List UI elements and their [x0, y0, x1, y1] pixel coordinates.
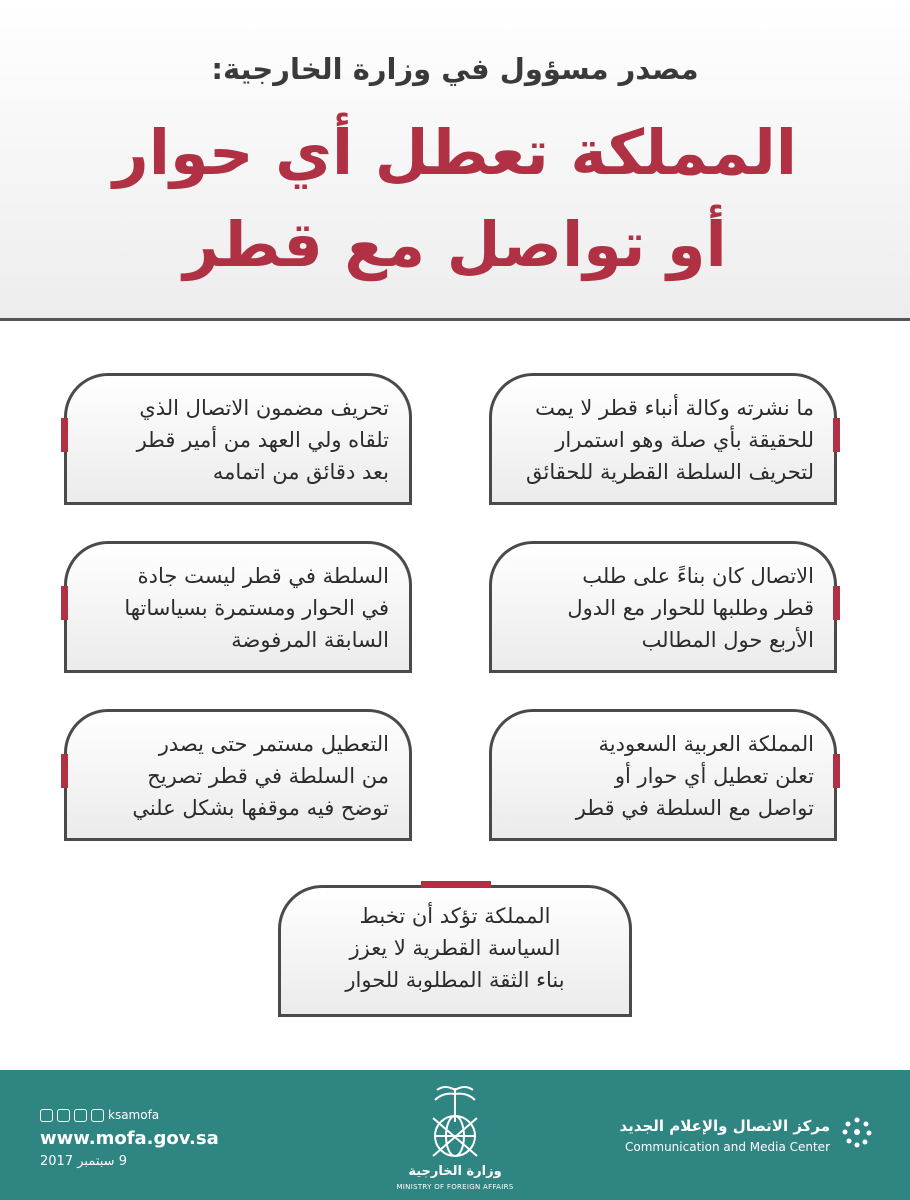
website-link[interactable]: www.mofa.gov.sa	[40, 1128, 219, 1149]
card-accent	[61, 586, 68, 620]
card-text	[291, 900, 619, 996]
card-line: لتحريف السلطة القطرية للحقائق	[526, 460, 814, 484]
headline-line-2: أو تواصل مع قطر	[183, 208, 727, 281]
card-accent	[833, 418, 840, 452]
card-right-3	[489, 709, 837, 841]
card-line: تعلن تعطيل أي حوار أو	[614, 764, 814, 788]
card-line: المملكة تؤكد أن تخبط	[359, 904, 551, 928]
card-line: من السلطة في قطر تصريح	[147, 764, 389, 788]
card-line: تلقاه ولي العهد من أمير قطر	[136, 428, 389, 452]
card-text	[85, 728, 389, 824]
card-accent	[61, 418, 68, 452]
social-handle[interactable]: ksamofa	[108, 1108, 160, 1122]
card-center	[278, 885, 632, 1017]
emblem-text-ar: وزارة الخارجية	[408, 1164, 502, 1179]
header	[0, 0, 910, 321]
date: 9 سبتمبر 2017	[40, 1154, 127, 1169]
youtube-icon[interactable]	[74, 1109, 87, 1122]
card-line: التعطيل مستمر حتى يصدر	[158, 732, 389, 756]
snapchat-icon[interactable]	[91, 1109, 104, 1122]
card-right-2	[489, 541, 837, 673]
card-text	[510, 728, 814, 824]
center-name-en: Communication and Media Center	[624, 1140, 830, 1154]
card-line: بناء الثقة المطلوبة للحوار	[345, 968, 565, 992]
card-line: السابقة المرفوضة	[231, 628, 389, 652]
card-line: الأربع حول المطالب	[641, 628, 814, 652]
card-accent	[833, 754, 840, 788]
card-text	[85, 392, 389, 488]
card-line: المملكة العربية السعودية	[598, 732, 814, 756]
card-text	[85, 560, 389, 656]
card-line: قطر وطلبها للحوار مع الدول	[567, 596, 814, 620]
ministry-emblem	[396, 1078, 514, 1196]
card-left-3	[64, 709, 412, 841]
emblem-text-en: MINISTRY OF FOREIGN AFFAIRS	[396, 1183, 514, 1191]
facebook-icon[interactable]	[57, 1109, 70, 1122]
card-line: ما نشرته وكالة أنباء قطر لا يمت	[535, 396, 814, 420]
social-row	[40, 1108, 159, 1122]
card-left-1	[64, 373, 412, 505]
footer	[0, 1070, 910, 1200]
card-line: الاتصال كان بناءً على طلب	[582, 564, 814, 588]
kicker: مصدر مسؤول في وزارة الخارجية:	[211, 52, 699, 86]
card-line: تحريف مضمون الاتصال الذي	[139, 396, 389, 420]
card-accent	[833, 586, 840, 620]
twitter-icon[interactable]	[40, 1109, 53, 1122]
card-text	[510, 392, 814, 488]
card-accent	[61, 754, 68, 788]
card-line: للحقيقة بأي صلة وهو استمرار	[555, 428, 814, 452]
media-center-logo-icon	[839, 1114, 875, 1150]
center-name-ar: مركز الاتصال والإعلام الجديد	[619, 1117, 830, 1135]
card-line: في الحوار ومستمرة بسياساتها	[124, 596, 389, 620]
card-line: توضح فيه موقفها بشكل علني	[132, 796, 389, 820]
card-left-2	[64, 541, 412, 673]
card-accent	[421, 881, 491, 888]
headline-line-1: المملكة تعطل أي حوار	[113, 116, 797, 189]
card-text	[510, 560, 814, 656]
card-right-1	[489, 373, 837, 505]
card-line: تواصل مع السلطة في قطر	[575, 796, 814, 820]
card-line: بعد دقائق من اتمامه	[212, 460, 389, 484]
card-line: السياسة القطرية لا يعزز	[349, 936, 561, 960]
card-line: السلطة في قطر ليست جادة	[137, 564, 389, 588]
